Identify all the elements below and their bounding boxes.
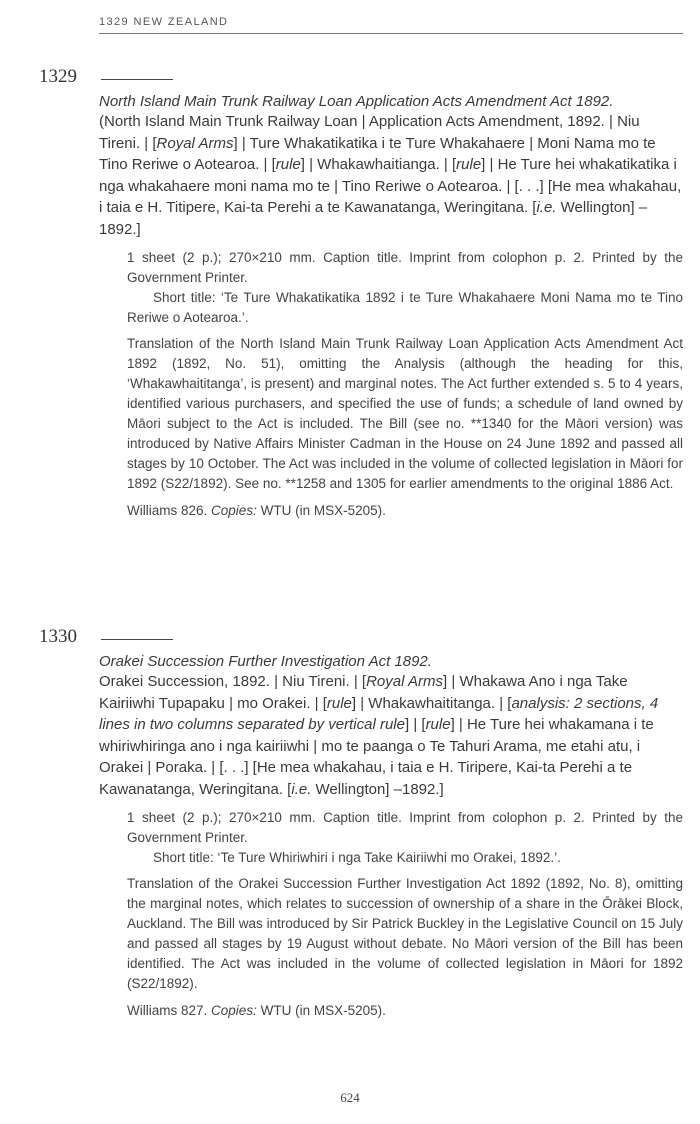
entry-title: Orakei Succession Further Investigation Act 1892.	[99, 653, 432, 670]
entry-notes	[127, 808, 683, 1021]
entry-transcription: (North Island Main Trunk Railway Loan | Application Acts Amendment, 1892. | Niu Tireni. | [Royal Arms] | Ture Whakatikatika i te Ture Whakahaere | Moni Nama mo te Tino Reriwe o Aotearoa. | [rule] | Whakawhaitianga. | [rule] | He Ture hei whakatikatika i nga whakahaere moni nama mo te | Tino Reriwe o Aotearoa. | [. . .] [He mea whakahau, i taia e H. Titipere, Kai-ta Perehi a te Kawanatanga, Weringitana. [i.e. Wellington] –1892.]	[99, 113, 682, 238]
entry-notes	[127, 248, 683, 521]
short-title: Short title: ‘Te Ture Whiriwhiri i nga Take Kairiiwhi mo Orakei, 1892.’.	[153, 850, 561, 865]
running-head: 1329 NEW ZEALAND	[99, 16, 683, 34]
collation: 1 sheet (2 p.); 270×210 mm. Caption title. Imprint from colophon p. 2. Printed by the Government Printer.	[127, 810, 683, 845]
entry-number: 1329	[39, 66, 77, 87]
entry-number: 1330	[39, 626, 77, 647]
short-title: Short title: ‘Te Ture Whakatikatika 1892 i te Ture Whakahaere Moni Nama mo te Tino Reriwe o Aotearoa.’.	[127, 290, 683, 325]
entry-title: North Island Main Trunk Railway Loan Application Acts Amendment Act 1892.	[99, 93, 614, 110]
entry-transcription: Orakei Succession, 1892. | Niu Tireni. | [Royal Arms] | Whakawa Ano i nga Take Kairiiwhi Tupapaku | mo Orakei. | [rule] | Whakawhaititanga. | [analysis: 2 sections, 4 lines in two columns separated by vertical rule] | [rule] | He Ture hei whakamana i te whiriwhiringa ano i nga kairiiwhi | mo te paanga o Te Tahuri Arama, me etahi atu, i Orakei | Poraka. | [. . .] [He mea whakahau, i taia e H. Tiripere, Kai-ta Perehi a te Kawanatanga, Weringitana. [i.e. Wellington] –1892.]	[99, 673, 659, 798]
collation: 1 sheet (2 p.); 270×210 mm. Caption title. Imprint from colophon p. 2. Printed by the Government Printer.	[127, 250, 683, 285]
entry-rule	[101, 639, 173, 640]
page-number: 624	[340, 1090, 360, 1105]
entry-body	[99, 92, 683, 521]
references: Williams 826. Copies: WTU (in MSX-5205).	[127, 503, 386, 518]
entry-rule	[101, 79, 173, 80]
references: Williams 827. Copies: WTU (in MSX-5205).	[127, 1003, 386, 1018]
entry-body	[99, 652, 683, 1021]
translation-note: Translation of the North Island Main Trunk Railway Loan Application Acts Amendment Act 1892 (1892, No. 51), omitting the Analysis (although the heading for this, ‘Whakawhaititanga’, is present) and marginal notes. The Act further extended s. 5 to 4 years, identified various purchasers, and specified the use of funds; a schedule of land owned by Māori subject to the Act is included. The Bill (see no. **1340 for the Māori version) was introduced by Native Affairs Minister Cadman in the House on 24 June 1892 and passed all stages by 10 October. The Act was included in the volume of collected legislation in Māori for 1892 (S22/1892). See no. **1258 and 1305 for earlier amendments to the original 1886 Act.	[127, 336, 683, 491]
translation-note: Translation of the Orakei Succession Further Investigation Act 1892 (1892, No. 8), omitting the marginal notes, which relates to succession of ownership of a share in the Ōrākei Block, Auckland. The Bill was introduced by Sir Patrick Buckley in the Legislative Council on 15 July and passed all stages by 19 August without debate. No Māori version of the Bill has been identified. The Act was included in the volume of collected legislation in Māori for 1892 (S22/1892).	[127, 876, 683, 991]
